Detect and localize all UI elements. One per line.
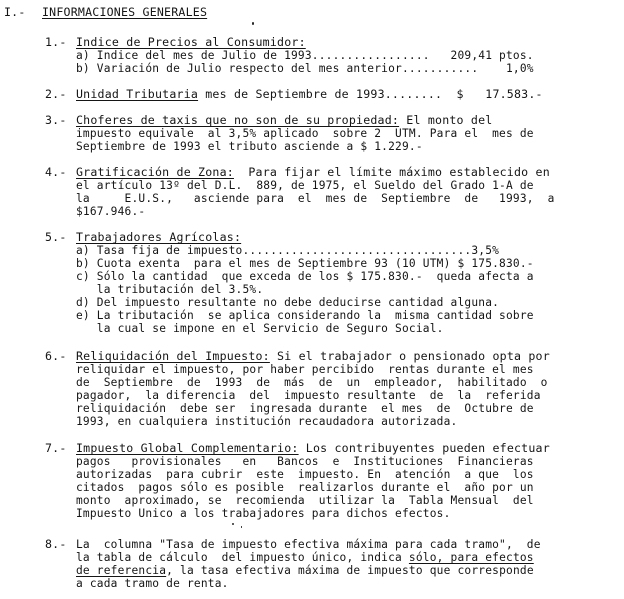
item-3-heading: Choferes de taxis que no son de su propiedad: bbox=[76, 113, 400, 127]
item-7-line-5: Impuesto Unico a los trabajadores para dichos efectos. bbox=[76, 507, 451, 520]
item-7-line-3: citados pagos sólo es posible realizarlos durante el año por un bbox=[76, 481, 534, 494]
item-7-first-line bbox=[76, 442, 550, 455]
item-8-emphasis-1: sólo, para efectos bbox=[408, 551, 534, 564]
item-2-lead: mes de Septiembre de 1993........ $ 17.583.- bbox=[198, 87, 543, 101]
item-5-line-c2: la tributación del 3.5%. bbox=[76, 283, 264, 296]
item-5-line-b: b) Cuota exenta para el mes de Septiembre 93 (10 UTM) $ 175.830.- bbox=[76, 257, 534, 270]
item-1-heading: Indice de Precios al Consumidor: bbox=[76, 35, 306, 49]
item-2-line bbox=[76, 88, 543, 101]
item-5-number: 5.- bbox=[45, 230, 67, 244]
item-8-line-2-text: la tabla de cálculo del impuesto único, indica bbox=[76, 551, 409, 564]
section-roman: I.- bbox=[4, 5, 26, 19]
item-6-first-line bbox=[76, 350, 550, 363]
item-1-line-a: a) Indice del mes de Julio de 1993................. 209,41 ptos. bbox=[76, 49, 534, 62]
item-4-line-1: el artículo 13º del D.L. 889, de 1975, el Sueldo del Grado 1-A de bbox=[76, 179, 534, 192]
item-8-emphasis-2: de referencia bbox=[76, 564, 167, 577]
item-7-line-4: monto aproximado, se recomienda utilizar la Tabla Mensual del bbox=[76, 494, 534, 507]
item-1-number: 1.- bbox=[45, 35, 67, 49]
item-4-heading: Gratificación de Zona: bbox=[76, 165, 234, 179]
item-6-lead: Si el trabajador o pensionado opta por bbox=[269, 349, 550, 363]
item-6-line-2: de Septiembre de 1993 de más de un empleador, habilitado o bbox=[76, 376, 548, 389]
item-6-line-1: reliquidar el impuesto, por haber percibido rentas durante el mes bbox=[76, 363, 534, 376]
item-8-line-1: La columna "Tasa de impuesto efectiva máxima para cada tramo", de bbox=[76, 538, 541, 551]
item-5-line-e2: la cual se impone en el Servicio de Seguro Social. bbox=[76, 322, 444, 335]
item-4-first-line bbox=[76, 166, 550, 179]
item-5-line-c: c) Sólo la cantidad que exceda de los $ 175.830.- queda afecta a bbox=[76, 270, 534, 283]
item-4-number: 4.- bbox=[45, 165, 67, 179]
item-8-number: 8.- bbox=[45, 537, 67, 551]
item-6-line-5: 1993, en cualquiera institución recaudadora autorizada. bbox=[76, 415, 458, 428]
scan-speck bbox=[241, 526, 242, 528]
item-5-line-d: d) Del impuesto resultante no debe deducirse cantidad alguna. bbox=[76, 296, 500, 309]
item-7-lead: Los contribuyentes pueden efectuar bbox=[298, 441, 550, 455]
item-7-line-1: pagos provisionales en Bancos e Instituciones Financieras bbox=[76, 455, 534, 468]
item-5-line-e: e) La tributación se aplica considerando la misma cantidad sobre bbox=[76, 309, 534, 322]
item-3-line-2: Septiembre de 1993 el tributo asciende a $ 1.229.- bbox=[76, 140, 423, 153]
item-2-heading: Unidad Tributaria bbox=[76, 87, 199, 101]
item-4-lead: Para fijar el límite máximo establecido en bbox=[233, 165, 550, 179]
item-5-heading: Trabajadores Agrícolas: bbox=[76, 230, 242, 244]
item-5-line-a: a) Tasa fija de impuesto.................................3,5% bbox=[76, 244, 500, 257]
item-1-line-b: b) Variación de Julio respecto del mes anterior........... 1,0% bbox=[76, 62, 534, 75]
item-7-number: 7.- bbox=[45, 441, 67, 455]
scan-speck bbox=[232, 523, 234, 525]
item-4-line-3: $167.946.- bbox=[76, 205, 146, 218]
item-8-line-2 bbox=[76, 551, 534, 564]
item-8-line-3-text: , la tasa efectiva máxima de impuesto que corresponde bbox=[166, 564, 534, 577]
item-6-number: 6.- bbox=[45, 349, 67, 363]
item-3-number: 3.- bbox=[45, 113, 67, 127]
item-3-first-line bbox=[76, 114, 492, 127]
item-4-line-2: la E.U.S., asciende para el mes de Septiembre de 1993, a bbox=[76, 192, 555, 205]
item-3-line-1: impuesto equivale al 3,5% aplicado sobre 2 UTM. Para el mes de bbox=[76, 127, 534, 140]
item-6-heading: Reliquidación del Impuesto: bbox=[76, 349, 270, 363]
section-title: INFORMACIONES GENERALES bbox=[42, 5, 208, 19]
item-2-number: 2.- bbox=[45, 87, 67, 101]
item-7-line-2: autorizadas para cubrir este impuesto. En atención a que los bbox=[76, 468, 534, 481]
scan-speck bbox=[252, 22, 254, 25]
item-8-line-3 bbox=[76, 564, 534, 577]
item-6-line-4: reliquidación debe ser ingresada durante el mes de Octubre de bbox=[76, 402, 534, 415]
item-8-line-4: a cada tramo de renta. bbox=[76, 577, 229, 590]
item-6-line-3: pagador, la diferencia del impuesto resultante de la referida bbox=[76, 389, 541, 402]
item-3-lead: El monto del bbox=[399, 113, 493, 127]
item-7-heading: Impuesto Global Complementario: bbox=[76, 441, 299, 455]
